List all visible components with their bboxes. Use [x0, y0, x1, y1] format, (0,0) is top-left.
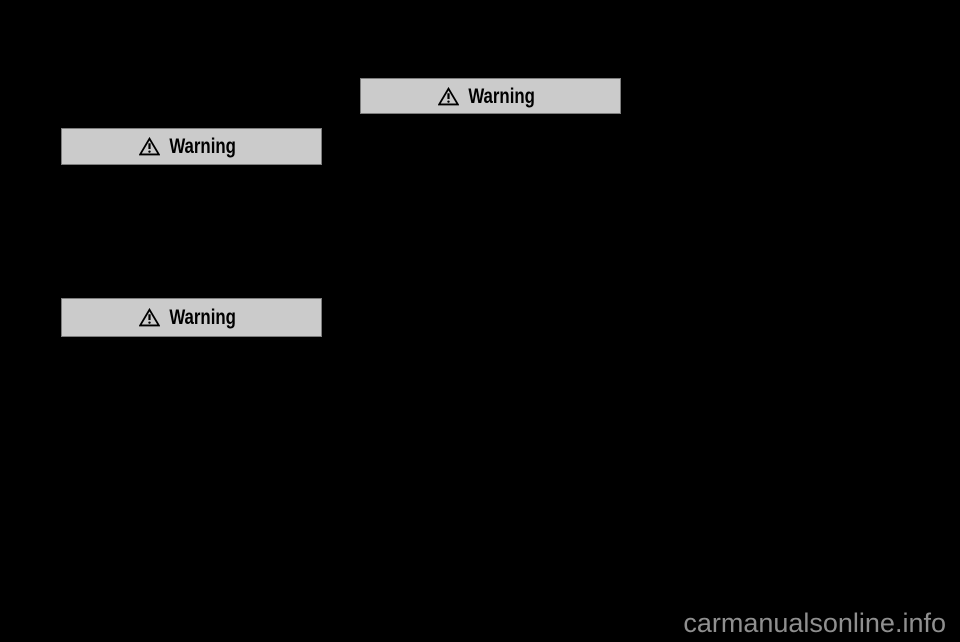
warning-banner-label: Warning — [169, 135, 236, 158]
watermark-text: carmanualsonline.info — [683, 608, 946, 638]
warning-banner-content — [438, 86, 543, 107]
warning-triangle-icon — [139, 137, 160, 156]
warning-triangle-icon — [438, 87, 459, 106]
warning-banner-content — [139, 136, 244, 157]
warning-banner-left-upper — [61, 128, 322, 165]
warning-banner-label: Warning — [468, 84, 535, 108]
warning-banner-content — [139, 307, 244, 328]
warning-triangle-icon — [139, 308, 160, 327]
warning-banner-top-right — [360, 78, 621, 114]
warning-banner-label: Warning — [169, 306, 236, 329]
warning-banner-left-lower — [61, 298, 322, 337]
